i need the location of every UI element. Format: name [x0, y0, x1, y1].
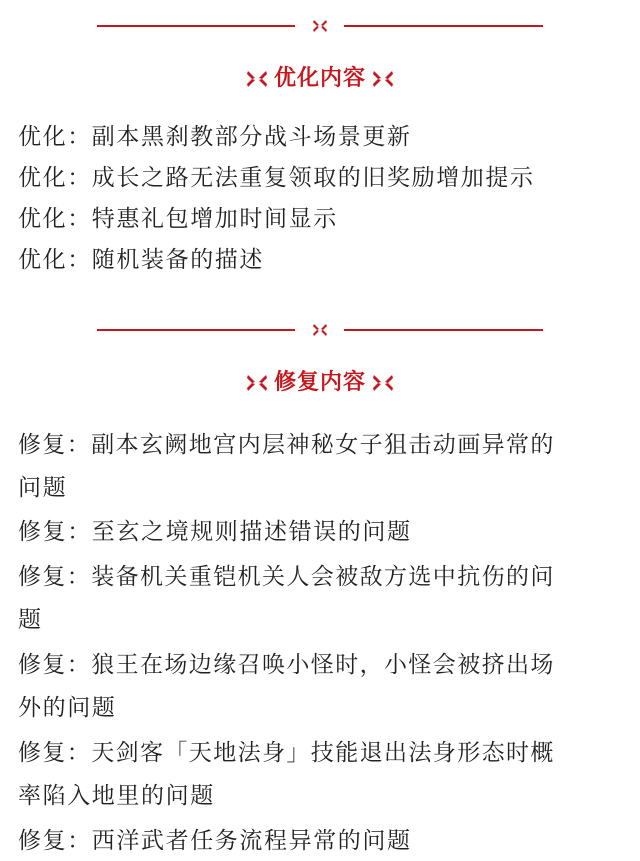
divider-ornament-icon: [312, 322, 328, 338]
fix-item-line: 修复：狼王在场边缘召唤小怪时，小怪会被挤出场: [18, 652, 555, 678]
fix-item-line: 修复：装备机关重铠机关人会被敌方选中抗伤的问: [18, 564, 555, 590]
divider-line-right: [344, 25, 543, 27]
heading-ornament-left-icon: [246, 372, 268, 394]
optimize-heading: [0, 62, 640, 96]
divider-line-left: [97, 329, 295, 331]
fix-item-line: 率陷入地里的问题: [18, 783, 215, 809]
optimize-title: 优化内容: [273, 66, 366, 91]
fix-item-line: 修复：至玄之境规则描述错误的问题: [18, 519, 412, 545]
fix-item-line: 问题: [18, 475, 68, 501]
divider-ornament-icon: [312, 18, 328, 34]
fix-item-line: 修复：西洋武者任务流程异常的问题: [18, 828, 412, 854]
fix-item-line: 题: [18, 607, 43, 633]
divider-line-left: [97, 25, 295, 27]
heading-ornament-right-icon: [372, 68, 394, 90]
heading-ornament-left-icon: [246, 68, 268, 90]
fix-item-line: 修复：副本玄阙地宫内层神秘女子狙击动画异常的: [18, 432, 555, 458]
fix-heading: [0, 366, 640, 400]
heading-ornament-right-icon: [372, 372, 394, 394]
fix-item-line: 修复：天剑客「天地法身」技能退出法身形态时概: [18, 740, 555, 766]
section-divider-middle: [0, 322, 640, 338]
fix-title: 修复内容: [273, 370, 366, 395]
section-divider-top: [0, 18, 640, 34]
optimize-item: 优化：副本黑刹教部分战斗场景更新: [18, 124, 412, 150]
optimize-item: 优化：特惠礼包增加时间显示: [18, 206, 338, 232]
divider-line-right: [344, 329, 543, 331]
optimize-item: 优化：随机装备的描述: [18, 247, 264, 273]
optimize-item: 优化：成长之路无法重复领取的旧奖励增加提示: [18, 165, 535, 191]
fix-item-line: 外的问题: [18, 695, 117, 721]
